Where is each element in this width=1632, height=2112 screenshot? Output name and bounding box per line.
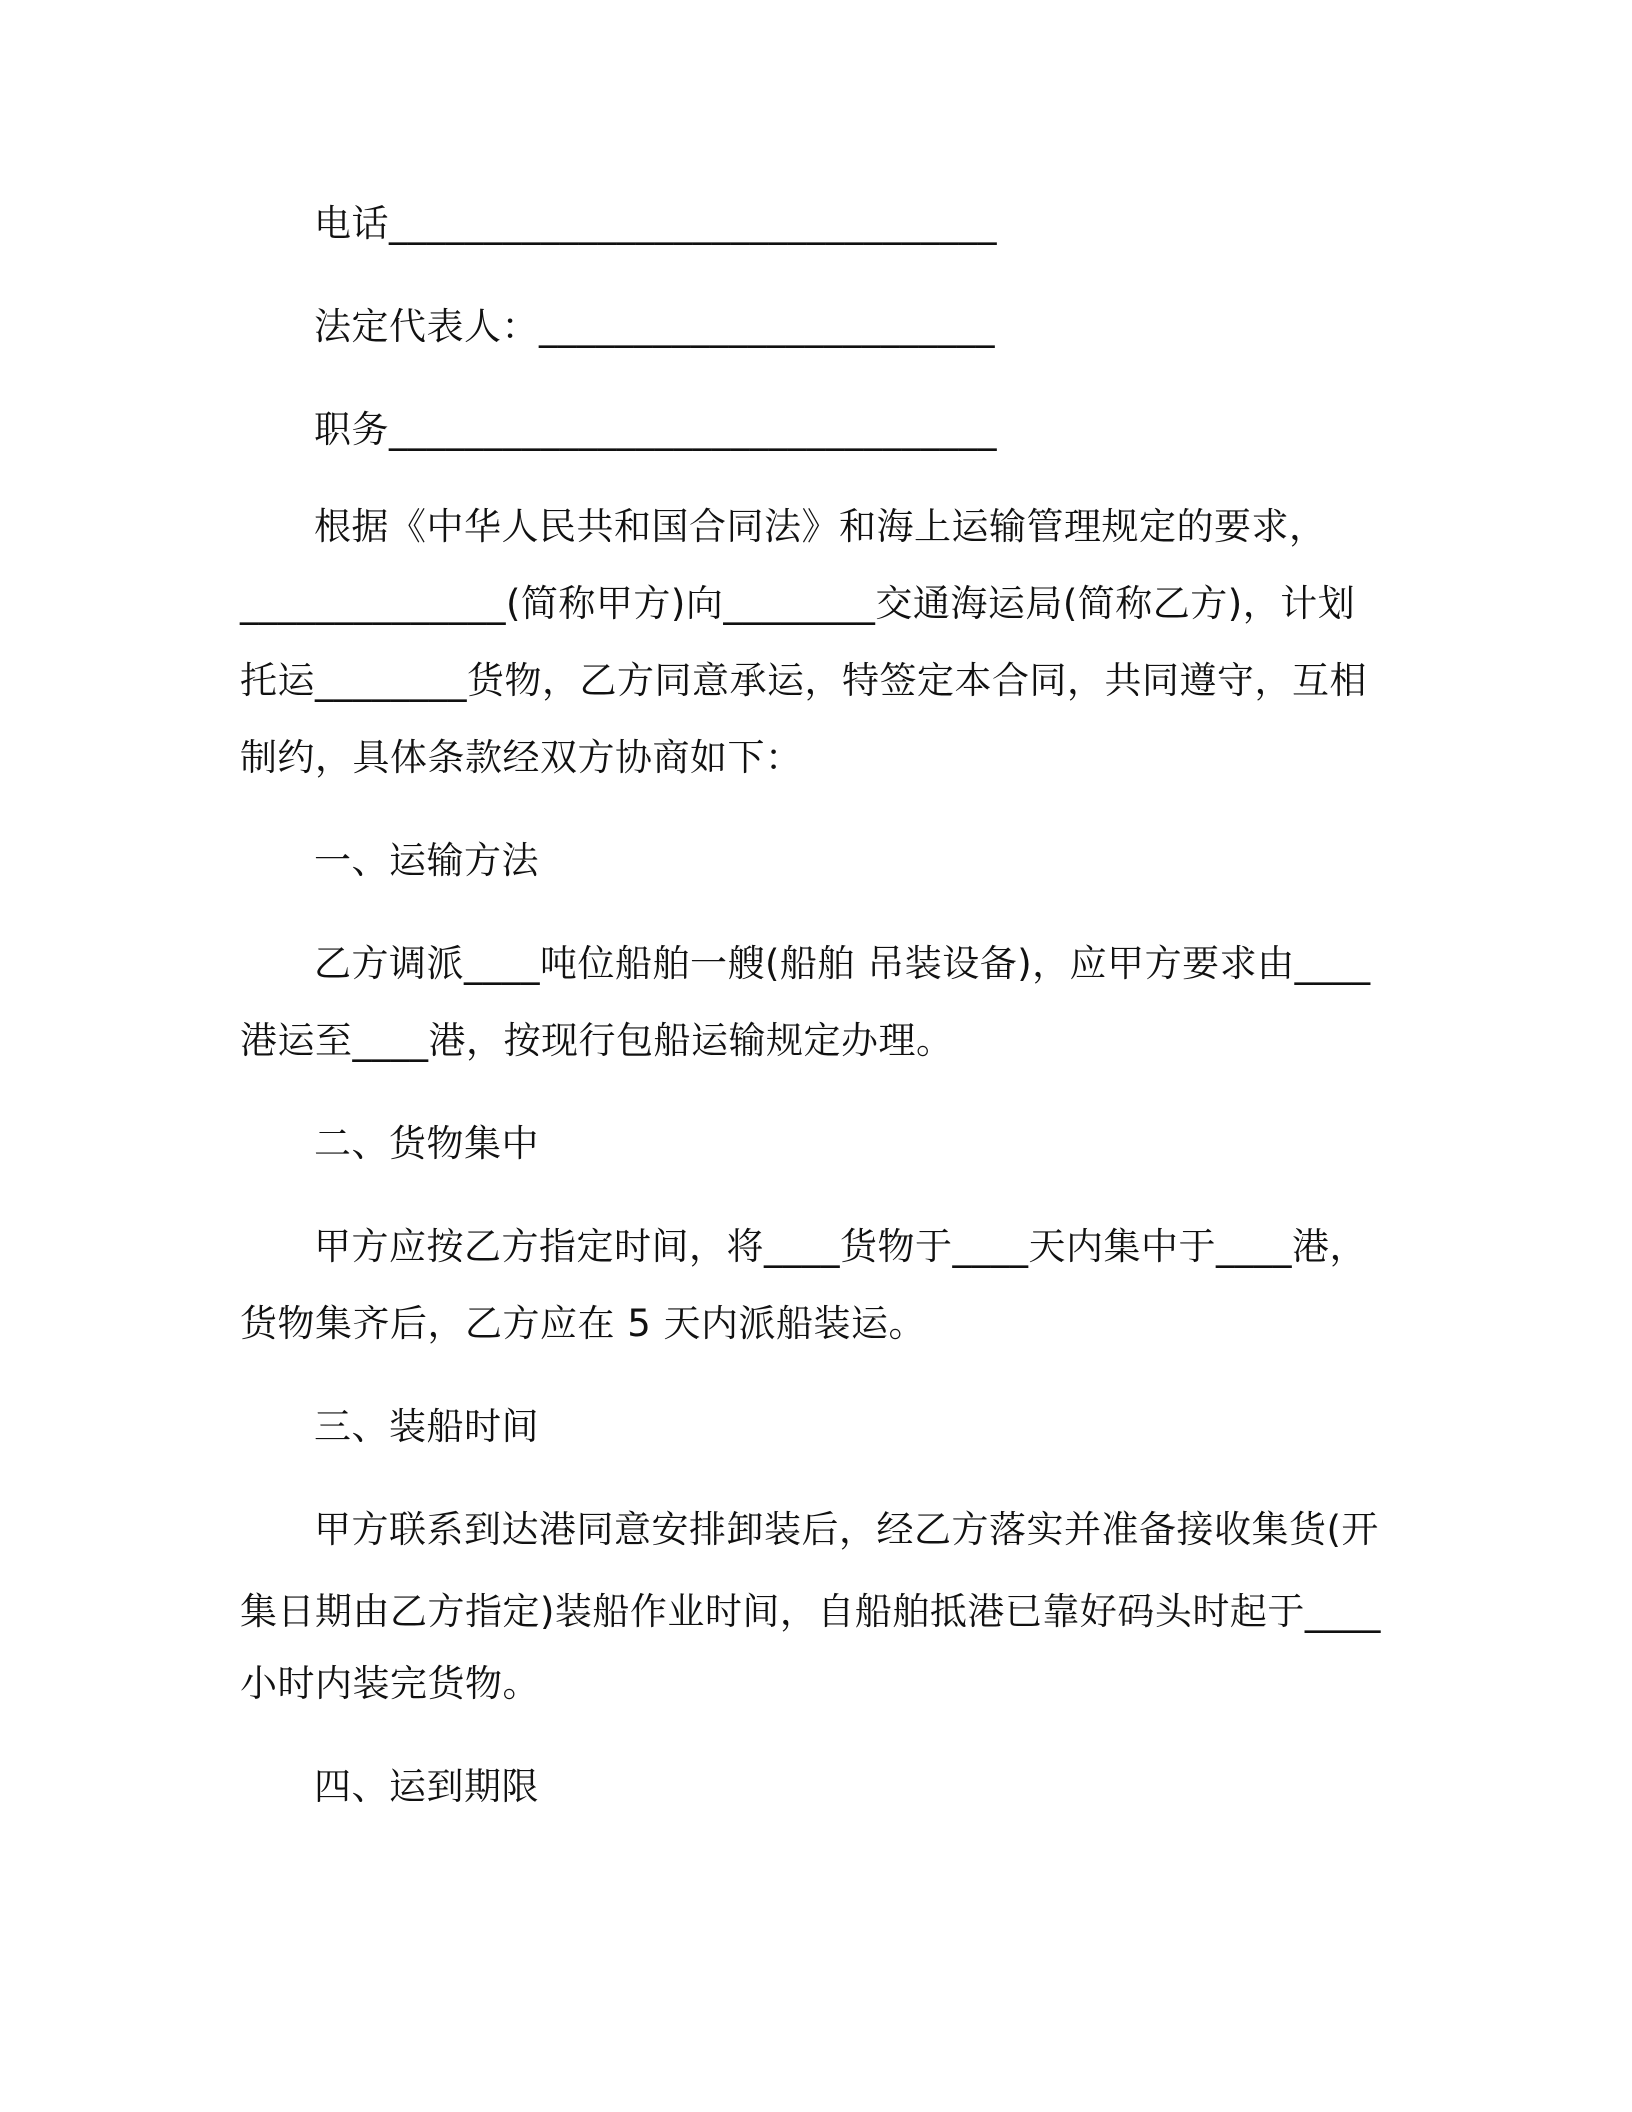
section-heading-loading-time: 三、装船时间 — [314, 1405, 539, 1448]
section-1-line-1: 乙方调派____吨位船舶一艘(船舶 吊装设备)，应甲方要求由____ — [314, 942, 1371, 985]
section-2-line-2: 货物集齐后，乙方应在 5 天内派船装运。 — [240, 1302, 927, 1345]
intro-line-1: 根据《中华人民共和国合同法》和海上运输管理规定的要求， — [314, 505, 1327, 548]
legal-representative-field: 法定代表人：________________________ — [314, 305, 995, 348]
section-heading-cargo-collection: 二、货物集中 — [314, 1122, 539, 1165]
section-2-line-1: 甲方应按乙方指定时间，将____货物于____天内集中于____港， — [314, 1225, 1367, 1268]
section-heading-delivery-deadline: 四、运到期限 — [314, 1765, 539, 1808]
phone-field: 电话________________________________ — [314, 202, 997, 245]
section-3-line-1: 甲方联系到达港同意安排卸装后，经乙方落实并准备接收集货(开 — [314, 1508, 1379, 1551]
section-heading-transport-method: 一、运输方法 — [314, 839, 539, 882]
section-3-line-2: 集日期由乙方指定)装船作业时间，自船舶抵港已靠好码头时起于____ — [240, 1590, 1381, 1633]
intro-line-4: 制约，具体条款经双方协商如下： — [240, 736, 803, 779]
section-1-line-2: 港运至____港，按现行包船运输规定办理。 — [240, 1019, 954, 1062]
position-field: 职务________________________________ — [314, 408, 997, 451]
intro-line-2: ______________(简称甲方)向________交通海运局(简称乙方)，计划 — [240, 582, 1356, 625]
section-3-line-3: 小时内装完货物。 — [240, 1662, 540, 1705]
intro-line-3: 托运________货物，乙方同意承运，特签定本合同，共同遵守，互相 — [240, 659, 1367, 702]
